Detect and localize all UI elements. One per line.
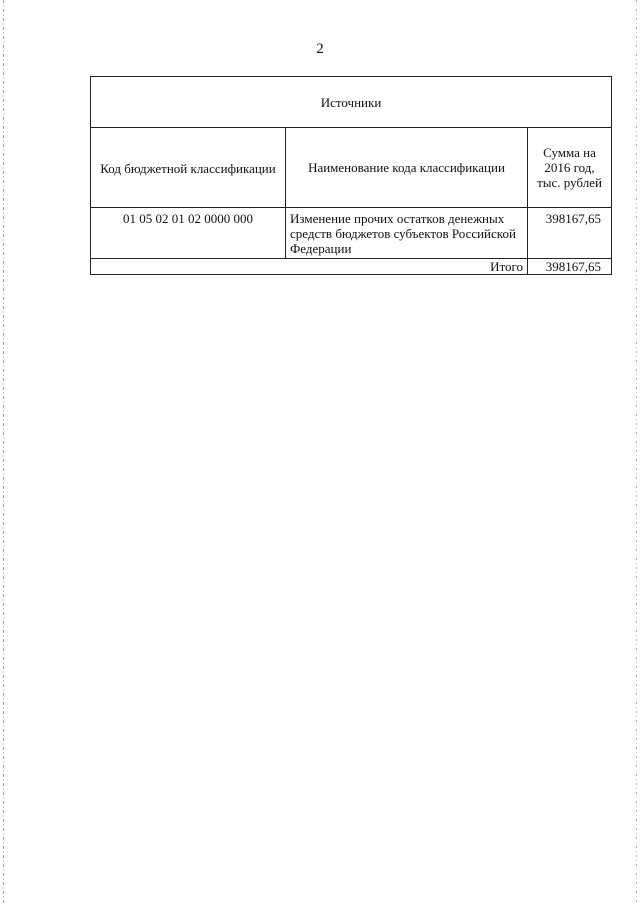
- total-value: 398167,65: [528, 259, 612, 275]
- header-sum: Сумма на 2016 год, тыс. рублей: [528, 128, 612, 208]
- header-name: Наименование кода классификации: [286, 128, 528, 208]
- page-edge-right: [636, 0, 637, 905]
- table-title: Источники: [91, 77, 612, 128]
- header-code-label: Код бюджетной классификации: [100, 161, 276, 176]
- total-label: Итого: [91, 259, 528, 275]
- table-row: [91, 208, 612, 259]
- page-edge-left: [3, 0, 4, 905]
- header-code: [91, 128, 286, 208]
- row-code: 01 05 02 01 02 0000 000: [91, 208, 286, 259]
- row-sum: 398167,65: [528, 208, 612, 259]
- row-name: Изменение прочих остатков денежных средств бюджетов субъектов Российской Федерации: [286, 208, 528, 259]
- table-header-row: [91, 128, 612, 208]
- total-row: [91, 259, 612, 275]
- page-number: 2: [316, 41, 324, 57]
- table-title-row: [91, 77, 612, 128]
- sources-table: [90, 76, 612, 275]
